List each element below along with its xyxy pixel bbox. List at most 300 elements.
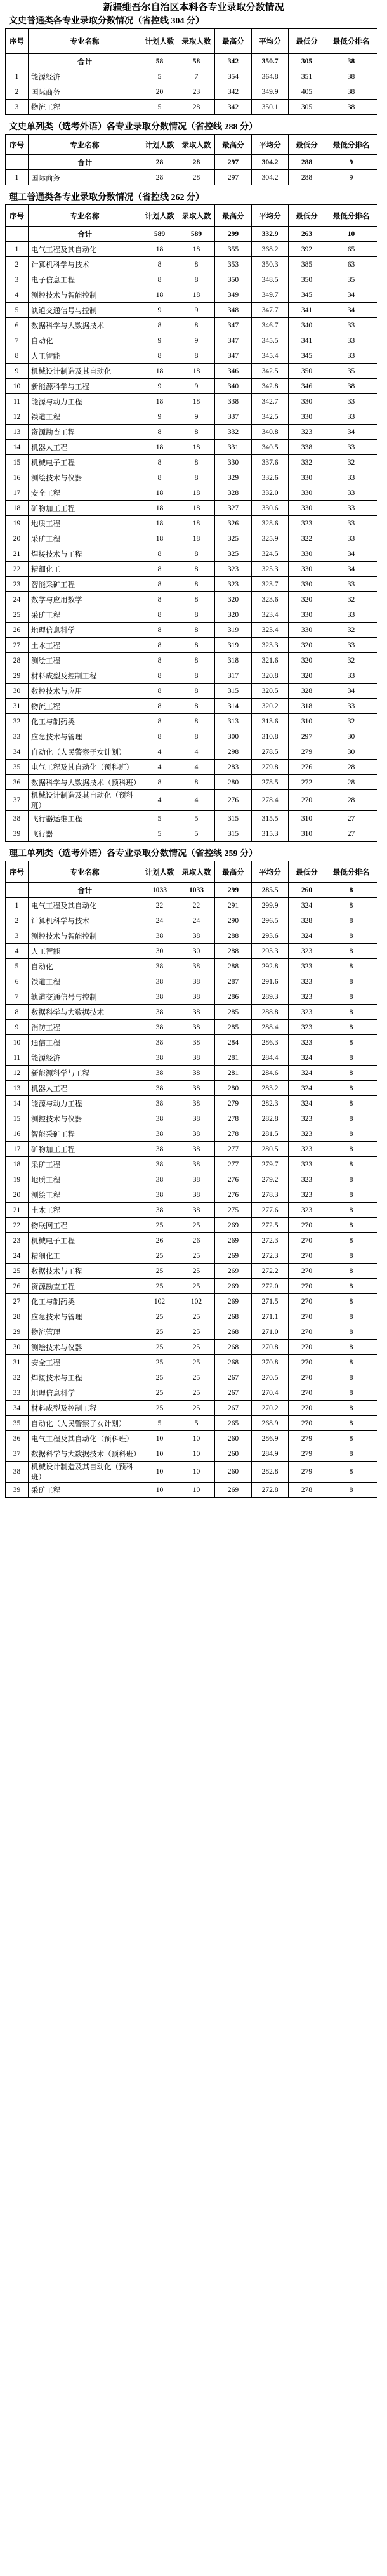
table-cell: 347 [215,333,252,348]
table-cell: 278 [289,1483,325,1498]
table-cell: 8 [325,1340,377,1355]
column-header: 专业名称 [29,29,141,54]
column-header: 平均分 [252,29,289,54]
table-cell: 25 [178,1324,215,1340]
table-cell: 285 [215,1005,252,1020]
table-cell: 29 [6,668,29,684]
major-name-cell: 测绘技术与仪器 [29,470,141,485]
table-cell: 8 [141,348,178,364]
table-cell: 1 [6,898,29,913]
table-cell: 326 [215,516,252,531]
table-cell: 30 [325,744,377,760]
table-cell: 18 [141,440,178,455]
table-cell: 4 [141,760,178,775]
table-cell: 19 [6,516,29,531]
table-cell: 18 [6,501,29,516]
table-row [6,1020,377,1035]
table-cell: 8 [325,1187,377,1203]
table-cell: 2 [6,913,29,928]
table-cell: 33 [325,409,377,425]
table-cell: 323 [289,1157,325,1172]
table-cell: 268 [215,1355,252,1370]
major-name-cell: 土木工程 [29,638,141,653]
major-name-cell: 能源经济 [29,69,141,84]
table-cell: 281.5 [252,1126,289,1142]
table-row [6,592,377,607]
table-cell: 346.7 [252,318,289,333]
table-cell: 34 [325,684,377,699]
table-row [6,653,377,668]
table-row [6,562,377,577]
table-cell: 297 [289,729,325,744]
major-name-cell: 采矿工程 [29,531,141,546]
major-name-cell: 消防工程 [29,1020,141,1035]
major-name-cell: 测绘工程 [29,653,141,668]
table-cell: 5 [178,1416,215,1431]
table-cell: 12 [6,409,29,425]
table-cell: 317 [215,668,252,684]
table-row [6,959,377,974]
table-cell: 314 [215,699,252,714]
table-cell: 313 [215,714,252,729]
table-cell: 270.8 [252,1355,289,1370]
major-name-cell: 物联网工程 [29,1218,141,1233]
table-cell: 323 [289,974,325,989]
table-cell: 288.8 [252,1005,289,1020]
table-row [6,1446,377,1462]
major-name-cell: 机器人工程 [29,440,141,455]
table-cell: 288.4 [252,1020,289,1035]
major-name-cell: 飞行器运维工程 [29,811,141,826]
table-cell: 33 [325,348,377,364]
table-cell: 18 [6,1157,29,1172]
table-cell: 9 [141,409,178,425]
table-cell: 24 [141,913,178,928]
major-name-cell: 焊接技术与工程 [29,546,141,562]
table-cell: 25 [178,1309,215,1324]
table-row [6,1483,377,1498]
table-cell: 269 [215,1279,252,1294]
table-cell: 20 [6,531,29,546]
total-cell: 299 [215,883,252,898]
table-cell: 332.6 [252,470,289,485]
table-cell: 355 [215,242,252,257]
table-cell: 22 [178,898,215,913]
table-cell: 63 [325,257,377,272]
table-row [6,928,377,944]
total-cell: 58 [141,54,178,69]
table-cell: 36 [6,1431,29,1446]
table-row [6,699,377,714]
table-cell: 24 [178,913,215,928]
column-header: 录取人数 [178,135,215,155]
total-cell: 342 [215,54,252,69]
major-name-cell: 人工智能 [29,348,141,364]
table-cell: 25 [141,1340,178,1355]
table-cell: 8 [325,1431,377,1446]
major-name-cell: 测控技术与智能控制 [29,287,141,303]
table-cell: 8 [178,623,215,638]
major-name-cell: 智能采矿工程 [29,577,141,592]
table-cell: 8 [178,562,215,577]
major-name-cell: 地质工程 [29,1172,141,1187]
table-cell: 8 [178,318,215,333]
table-cell: 26 [6,1279,29,1294]
table-cell: 320 [289,592,325,607]
table-row [6,1157,377,1172]
table-cell: 18 [178,364,215,379]
table-cell: 265 [215,1416,252,1431]
table-cell: 4 [141,790,178,811]
table-cell: 38 [141,1081,178,1096]
table-cell: 349.9 [252,84,289,100]
table-cell: 37 [6,790,29,811]
table-cell: 15 [6,455,29,470]
table-cell: 298 [215,744,252,760]
table-cell: 8 [178,257,215,272]
table-cell: 33 [325,333,377,348]
table-row [6,501,377,516]
table-cell: 38 [178,1172,215,1187]
table-cell: 270 [289,1370,325,1385]
table-cell: 13 [6,425,29,440]
table-cell: 9 [141,379,178,394]
table-cell: 320 [289,653,325,668]
table-cell: 330 [289,546,325,562]
table-cell: 347 [215,348,252,364]
table-cell: 8 [325,928,377,944]
table-cell: 8 [325,1172,377,1187]
table-cell: 36 [6,775,29,790]
table-row [6,729,377,744]
major-name-cell: 机械电子工程 [29,455,141,470]
table-cell: 276 [215,1172,252,1187]
table-cell: 8 [178,607,215,623]
table-cell: 38 [141,1020,178,1035]
section-spacer [0,115,387,121]
major-name-cell: 地理信息科学 [29,1385,141,1401]
table-cell: 319 [215,623,252,638]
table-cell: 323 [289,1172,325,1187]
table-cell: 324 [289,898,325,913]
major-name-cell: 能源与动力工程 [29,394,141,409]
table-cell: 283 [215,760,252,775]
table-cell: 102 [141,1294,178,1309]
table-cell: 39 [6,1483,29,1498]
major-name-cell: 能源经济 [29,1050,141,1066]
table-cell: 282.8 [252,1111,289,1126]
table-cell: 345 [289,287,325,303]
table-cell: 8 [141,592,178,607]
table-cell: 25 [141,1309,178,1324]
table-cell: 260 [215,1446,252,1462]
table-cell: 31 [6,1355,29,1370]
table-cell: 13 [6,1081,29,1096]
table-cell: 8 [178,638,215,653]
table-cell: 271.0 [252,1324,289,1340]
table-cell: 8 [141,425,178,440]
table-cell: 8 [325,898,377,913]
table-row [6,1294,377,1309]
table-cell: 38 [178,1005,215,1020]
table-cell: 25 [141,1218,178,1233]
total-cell: 合计 [29,54,141,69]
column-header: 专业名称 [29,135,141,155]
table-cell: 346 [289,379,325,394]
table-cell: 25 [178,1340,215,1355]
table-cell: 324 [289,928,325,944]
table-cell: 8 [325,1111,377,1126]
major-name-cell: 轨道交通信号与控制 [29,989,141,1005]
table-cell: 23 [178,84,215,100]
table-row [6,790,377,811]
table-cell: 4 [178,760,215,775]
table-cell: 1 [6,69,29,84]
table-cell: 10 [178,1446,215,1462]
table-row [6,303,377,318]
table-cell: 25 [141,1370,178,1385]
table-cell: 32 [325,623,377,638]
table-cell: 349 [215,287,252,303]
table-cell: 260 [215,1462,252,1483]
table-row [6,1431,377,1446]
table-row [6,425,377,440]
table-row [6,1401,377,1416]
table-cell: 8 [178,668,215,684]
table-cell: 291 [215,898,252,913]
table-cell: 25 [6,1264,29,1279]
table-cell: 8 [141,623,178,638]
total-cell: 589 [141,227,178,242]
table-cell: 267 [215,1370,252,1385]
table-cell: 342.7 [252,394,289,409]
table-cell: 18 [141,394,178,409]
table-cell: 22 [6,1218,29,1233]
table-cell: 33 [325,394,377,409]
table-row [6,531,377,546]
table-row [6,394,377,409]
table-cell: 323.7 [252,577,289,592]
table-cell: 320 [215,592,252,607]
table-cell: 28 [178,100,215,115]
table-row [6,440,377,455]
table-cell: 323 [215,577,252,592]
table-row [6,898,377,913]
table-cell: 354 [215,69,252,84]
table-cell: 18 [141,242,178,257]
table-cell: 8 [141,318,178,333]
table-cell: 8 [178,272,215,287]
table-cell: 10 [6,379,29,394]
table-cell: 278.5 [252,775,289,790]
table-cell: 332 [215,425,252,440]
table-cell: 288 [289,170,325,185]
table-cell: 38 [141,1157,178,1172]
table-row [6,1035,377,1050]
table-cell: 5 [178,811,215,826]
table-cell: 350 [289,364,325,379]
table-cell: 21 [6,1203,29,1218]
major-name-cell: 能源与动力工程 [29,1096,141,1111]
total-cell: 332.9 [252,227,289,242]
table-cell: 30 [141,944,178,959]
table-cell: 341 [289,333,325,348]
table-cell: 8 [325,913,377,928]
table-cell: 7 [6,989,29,1005]
table-cell: 338 [289,440,325,455]
table-row [6,1203,377,1218]
table-cell: 288 [215,944,252,959]
table-row [6,577,377,592]
table-cell: 282.8 [252,1462,289,1483]
table-cell: 25 [141,1264,178,1279]
table-cell: 34 [6,744,29,760]
table-cell: 269 [215,1218,252,1233]
total-cell: 589 [178,227,215,242]
table-cell: 279.2 [252,1172,289,1187]
table-cell: 269 [215,1233,252,1248]
table-cell: 8 [325,1446,377,1462]
table-cell: 342 [215,100,252,115]
table-cell: 323 [289,944,325,959]
table-cell: 8 [178,577,215,592]
table-row [6,333,377,348]
table-cell: 330 [289,562,325,577]
major-name-cell: 电气工程及其自动化 [29,898,141,913]
table-cell: 328 [289,684,325,699]
total-cell: 28 [178,155,215,170]
table-cell: 4 [178,790,215,811]
table-cell: 349.7 [252,287,289,303]
major-name-cell: 铁道工程 [29,409,141,425]
table-row [6,714,377,729]
table-row [6,364,377,379]
table-cell: 28 [325,775,377,790]
table-cell: 10 [178,1462,215,1483]
major-name-cell: 电气工程及其自动化（预科班） [29,760,141,775]
column-header: 专业名称 [29,205,141,227]
table-cell: 3 [6,928,29,944]
table-cell: 278.5 [252,744,289,760]
table-cell: 38 [141,1126,178,1142]
table-cell: 323 [289,989,325,1005]
total-cell: 合计 [29,155,141,170]
table-cell: 313.6 [252,714,289,729]
table-cell: 8 [178,729,215,744]
table-cell: 330 [289,577,325,592]
table-cell: 8 [178,348,215,364]
table-cell: 5 [141,1416,178,1431]
major-name-cell: 机械设计制造及其自动化（预科班） [29,790,141,811]
table-row [6,944,377,959]
table-cell: 8 [325,1483,377,1498]
table-cell: 286 [215,989,252,1005]
major-name-cell: 物流工程 [29,699,141,714]
table-cell: 323 [289,1020,325,1035]
major-name-cell: 自动化 [29,333,141,348]
table-cell: 8 [178,425,215,440]
table-cell: 337.6 [252,455,289,470]
table-cell: 38 [178,928,215,944]
table-cell: 17 [6,485,29,501]
table-cell: 30 [6,1340,29,1355]
table-cell: 293.6 [252,928,289,944]
major-name-cell: 新能源科学与工程 [29,1066,141,1081]
table-cell: 284.9 [252,1446,289,1462]
table-cell: 268 [215,1309,252,1324]
table-cell: 350 [215,272,252,287]
table-cell: 10 [178,1483,215,1498]
table-cell: 315 [215,684,252,699]
column-header: 最低分排名 [325,205,377,227]
table-cell: 38 [178,1126,215,1142]
table-cell: 5 [178,826,215,842]
table-cell: 272 [289,775,325,790]
table-cell: 286.3 [252,1035,289,1050]
table-cell: 329 [215,470,252,485]
major-name-cell: 通信工程 [29,1035,141,1050]
column-header: 序号 [6,205,29,227]
table-row [6,1462,377,1483]
table-cell: 288 [215,928,252,944]
table-cell: 38 [178,959,215,974]
major-name-cell: 飞行器 [29,826,141,842]
table-cell: 38 [178,1187,215,1203]
table-cell: 12 [6,1066,29,1081]
table-cell: 318 [289,699,325,714]
total-cell: 285.5 [252,883,289,898]
table-cell: 5 [6,959,29,974]
table-cell: 323.4 [252,607,289,623]
major-name-cell: 机器人工程 [29,1081,141,1096]
table-cell: 269 [215,1264,252,1279]
table-cell: 3 [6,100,29,115]
table-cell: 323.4 [252,623,289,638]
major-name-cell: 安全工程 [29,1355,141,1370]
table-cell: 8 [325,1233,377,1248]
table-cell: 34 [325,546,377,562]
table-cell: 30 [6,684,29,699]
table-cell: 8 [325,1020,377,1035]
table-cell: 14 [6,1096,29,1111]
table-cell: 38 [141,959,178,974]
table-cell: 33 [325,440,377,455]
table-cell: 38 [178,1157,215,1172]
table-cell: 330 [289,394,325,409]
table-cell: 287 [215,974,252,989]
table-cell: 25 [178,1401,215,1416]
table-cell: 289.3 [252,989,289,1005]
table-cell: 342.8 [252,379,289,394]
table-cell: 18 [141,501,178,516]
table-cell: 5 [6,303,29,318]
total-cell: 1033 [178,883,215,898]
table-row [6,348,377,364]
sections-container [0,15,387,1505]
table-cell: 38 [141,928,178,944]
table-cell: 38 [141,1066,178,1081]
table-cell: 4 [6,944,29,959]
section-spacer [0,1498,387,1505]
table-cell: 8 [325,989,377,1005]
table-cell: 310 [289,714,325,729]
table-cell: 32 [325,455,377,470]
table-cell: 38 [6,1462,29,1483]
column-header: 最低分 [289,29,325,54]
major-name-cell: 机械设计制造及其自动化（预科班） [29,1462,141,1483]
major-name-cell: 计算机科学与技术 [29,913,141,928]
major-name-cell: 化工与制药类 [29,714,141,729]
